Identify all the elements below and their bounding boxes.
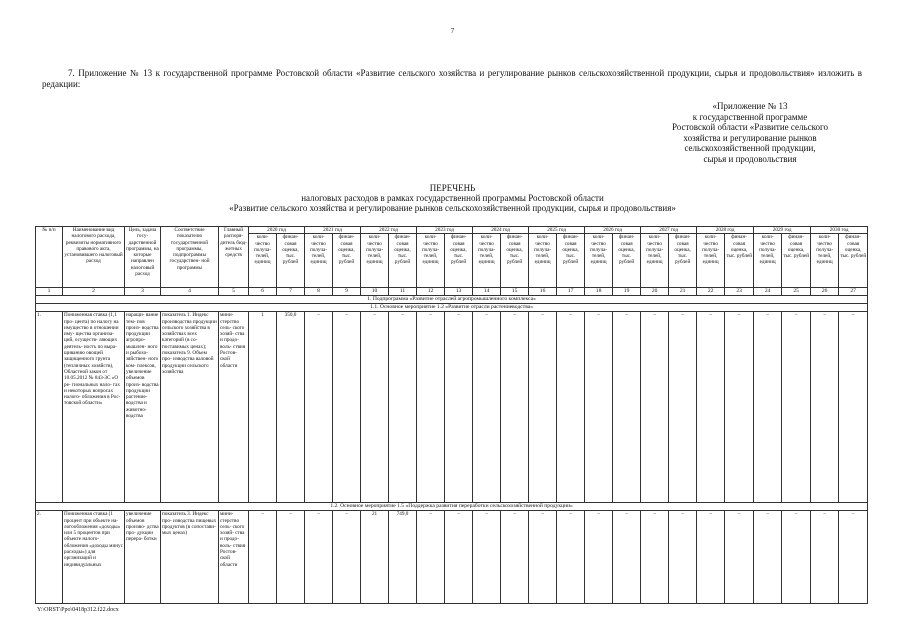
header-recipients: коли- чество получа- телей, единиц — [697, 234, 725, 288]
header-recipients: коли- чество получа- телей, единиц — [754, 234, 782, 288]
row-admin: мини- стерство сель- ского хозяй- ства и продо- воль- ствия Ростов- ской области — [219, 312, 249, 503]
row-value: 749,0 — [389, 511, 417, 604]
column-number: 5 — [219, 288, 249, 296]
row-indicator: показатель 1. Индекс производства продукции сельского хозяйства в хозяйствах всех категорий (в со- поставимых ценах); показатель 9. Объем про- изводства валовой продукции сельского хозяйства — [161, 312, 219, 503]
header-financial-estimate: финан- совая оценка, тыс. рублей — [389, 234, 417, 288]
row-value: 1 — [249, 312, 277, 503]
row-value: – — [529, 312, 557, 503]
header-year: 2023 год — [417, 227, 473, 234]
column-number: 12 — [417, 288, 445, 296]
intro-paragraph: 7. Приложение № 13 к государственной программе Ростовской области «Развитие сельского хозяйства и регулирование рынков сельскохозяйственной продукции, сырья и продовольствия» изложить в редакции: — [42, 68, 862, 89]
column-number: 2 — [63, 288, 125, 296]
header-financial-estimate: финан- совая оценка, тыс. рублей — [445, 234, 473, 288]
row-value: – — [669, 511, 697, 604]
header-recipients: коли- чество получа- телей, единиц — [417, 234, 445, 288]
row-value: – — [585, 312, 613, 503]
header-year: 2027 год — [641, 227, 697, 234]
column-number: 26 — [811, 288, 839, 296]
row-value: – — [839, 312, 868, 503]
row-value: – — [277, 511, 305, 604]
header-financial-estimate: финан- совая оценка, тыс. рублей — [333, 234, 361, 288]
row-value: – — [697, 511, 725, 604]
row-value: – — [697, 312, 725, 503]
appendix-line: «Приложение № 13 — [712, 101, 788, 111]
header-year: 2026 год — [585, 227, 641, 234]
header-financial-estimate: финан- совая оценка, тыс. рублей — [782, 234, 811, 288]
column-number: 23 — [725, 288, 754, 296]
header-year: 2020 год — [249, 227, 305, 234]
column-number: 15 — [501, 288, 529, 296]
row-value: 21 — [361, 511, 389, 604]
tax-expenditures-table — [35, 226, 868, 604]
header-year: 2028 год — [697, 227, 754, 234]
row-value: – — [333, 312, 361, 503]
row-value: – — [557, 511, 585, 604]
row-value: – — [249, 511, 277, 604]
column-number: 13 — [445, 288, 473, 296]
row-value: – — [725, 511, 754, 604]
row-value: – — [669, 312, 697, 503]
column-number: 14 — [473, 288, 501, 296]
row-name: Пониженная ставка (1 процент при объекте на- логообложения «доходы» или 5 процентов при объекте налого- обложения «доходы минус расходы») для организаций и индивидуальных — [63, 511, 125, 604]
column-number: 17 — [557, 288, 585, 296]
header-financial-estimate: финан- совая оценка, тыс. рублей — [557, 234, 585, 288]
column-number: 4 — [161, 288, 219, 296]
header-admin: Главный распоря- дитель бюд- жетных средств — [219, 227, 249, 288]
row-value: – — [585, 511, 613, 604]
row-value: – — [811, 312, 839, 503]
header-name: Наименование вид налогового расхода, реквизиты нормативного правового акта, установившего налоговый расход — [63, 227, 125, 288]
column-number: 1 — [36, 288, 63, 296]
column-number: 24 — [754, 288, 782, 296]
row-goal: наращи- вание тем- пов произ- водства продукции агропро- мышлен- ного и рыбохо- зяйствен- ного ком- плексов, увеличение объемов произ- водства продукции растение- водства и животно- водства — [125, 312, 161, 503]
column-number: 20 — [641, 288, 669, 296]
section-heading: 1. Подпрограмма «Развитие отраслей агропромышленного комплекса» — [36, 296, 868, 304]
title-line: налоговых расходов в рамках государственной программы Ростовской области — [301, 193, 604, 203]
row-value: 350,0 — [277, 312, 305, 503]
header-year: 2024 год — [473, 227, 529, 234]
header-year: 2029 год — [754, 227, 811, 234]
header-year: 2021 год — [305, 227, 361, 234]
header-financial-estimate: финан- совая оценка, тыс. рублей — [725, 234, 754, 288]
row-value: – — [557, 312, 585, 503]
row-value: – — [389, 312, 417, 503]
row-value: – — [473, 511, 501, 604]
header-indicator: Соответствие показателю государственной программы, подпрограммы государствен- ной программы — [161, 227, 219, 288]
title-line: «Развитие сельского хозяйства и регулирование рынков сельскохозяйственной продукции, сырья и продовольствия» — [229, 203, 676, 213]
row-value: – — [725, 312, 754, 503]
appendix-line: хозяйства и регулирование рынков — [683, 132, 817, 143]
header-recipients: коли- чество получа- телей, единиц — [305, 234, 333, 288]
row-value: – — [811, 511, 839, 604]
header-recipients: коли- чество получа- телей, единиц — [361, 234, 389, 288]
column-number: 21 — [669, 288, 697, 296]
header-year: 2025 год — [529, 227, 585, 234]
column-number: 11 — [389, 288, 417, 296]
appendix-line: сельскохозяйственной продукции, — [684, 143, 816, 153]
appendix-line: Ростовской области «Развитие сельского — [671, 122, 828, 132]
header-financial-estimate: финан- совая оценка, тыс. рублей — [501, 234, 529, 288]
row-value: – — [782, 511, 811, 604]
row-value: – — [445, 312, 473, 503]
row-num: 2. — [36, 511, 63, 604]
title-line: ПЕРЕЧЕНЬ — [429, 183, 476, 193]
column-number: 10 — [361, 288, 389, 296]
row-name: Пониженная ставка (1,1 про- цента) по налогу на имущество в отношении иму- щества организа- ций, осуществ- ляющих деятель- ность по выра- щиванию овощей защищенного грунта (тепличных хозяйств), Областной закон от 10.05.2012 № 843-ЗС «О ре- гиональных нало- гах и некоторых вопросах налого- обложения в Рос- товской области» — [63, 312, 125, 503]
row-num: 1. — [36, 312, 63, 503]
header-recipients: коли- чество получа- телей, единиц — [249, 234, 277, 288]
header-financial-estimate: финан- совая оценка, тыс. рублей — [669, 234, 697, 288]
appendix-line: сырья и продовольствия — [703, 153, 797, 164]
column-number: 22 — [697, 288, 725, 296]
header-recipients: коли- чество получа- телей, единиц — [641, 234, 669, 288]
row-value: – — [641, 511, 669, 604]
row-admin: мини- стерство сель- ского хозяй- ства и продо- воль- ствия Ростов- ской области — [219, 511, 249, 604]
column-number: 7 — [277, 288, 305, 296]
row-value: – — [529, 511, 557, 604]
header-financial-estimate: финан- совая оценка, тыс. рублей — [277, 234, 305, 288]
header-recipients: коли- чество получа- телей, единиц — [473, 234, 501, 288]
file-path-footer: Y:\ORST\Ppo\0418p312.f22.docx — [37, 607, 119, 613]
header-financial-estimate: финан- совая оценка, тыс. рублей — [613, 234, 641, 288]
column-number: 3 — [125, 288, 161, 296]
appendix-line: к государственной программе — [692, 111, 808, 122]
row-value: – — [613, 312, 641, 503]
appendix-heading — [600, 101, 900, 164]
column-number: 9 — [333, 288, 361, 296]
row-value: – — [501, 312, 529, 503]
row-value: – — [839, 511, 868, 604]
column-number: 8 — [305, 288, 333, 296]
row-goal: увеличение объемов произво- дства про- дукции перера- ботки — [125, 511, 161, 604]
header-recipients: коли- чество получа- телей, единиц — [585, 234, 613, 288]
row-value: – — [333, 511, 361, 604]
row-value: – — [501, 511, 529, 604]
page-number: 7 — [450, 27, 455, 35]
row-value: – — [782, 312, 811, 503]
row-value: – — [361, 312, 389, 503]
header-year: 2030 год — [811, 227, 868, 234]
section-heading: 1.1. Основное мероприятие 1.2 «Развитие отрасли растениеводства» — [36, 304, 868, 312]
row-value: – — [305, 312, 333, 503]
row-indicator: показатель 3. Индекс про- изводства пищевых продуктов (в сопостави- мых ценах) — [161, 511, 219, 604]
column-number: 19 — [613, 288, 641, 296]
header-recipients: коли- чество получа- телей, единиц — [811, 234, 839, 288]
row-value: – — [417, 511, 445, 604]
header-num: № п/п — [36, 227, 63, 288]
column-number: 16 — [529, 288, 557, 296]
row-value: – — [305, 511, 333, 604]
column-number: 18 — [585, 288, 613, 296]
column-number: 25 — [782, 288, 811, 296]
column-number: 6 — [249, 288, 277, 296]
header-goal: Цель, задача госу- дарственной программы, на которые направлен налоговый расход — [125, 227, 161, 288]
row-value: – — [754, 511, 782, 604]
header-financial-estimate: финан- совая оценка, тыс. рублей — [839, 234, 868, 288]
document-title — [0, 183, 905, 213]
column-number: 27 — [839, 288, 868, 296]
row-value: – — [754, 312, 782, 503]
row-value: – — [473, 312, 501, 503]
header-recipients: коли- чество получа- телей, единиц — [529, 234, 557, 288]
row-value: – — [613, 511, 641, 604]
row-value: – — [445, 511, 473, 604]
header-year: 2022 год — [361, 227, 417, 234]
row-value: – — [417, 312, 445, 503]
section-heading: 1.2. Основное мероприятие 1.5 «Поддержка развития переработки сельскохозяйственной продукции» — [36, 503, 868, 511]
row-value: – — [641, 312, 669, 503]
